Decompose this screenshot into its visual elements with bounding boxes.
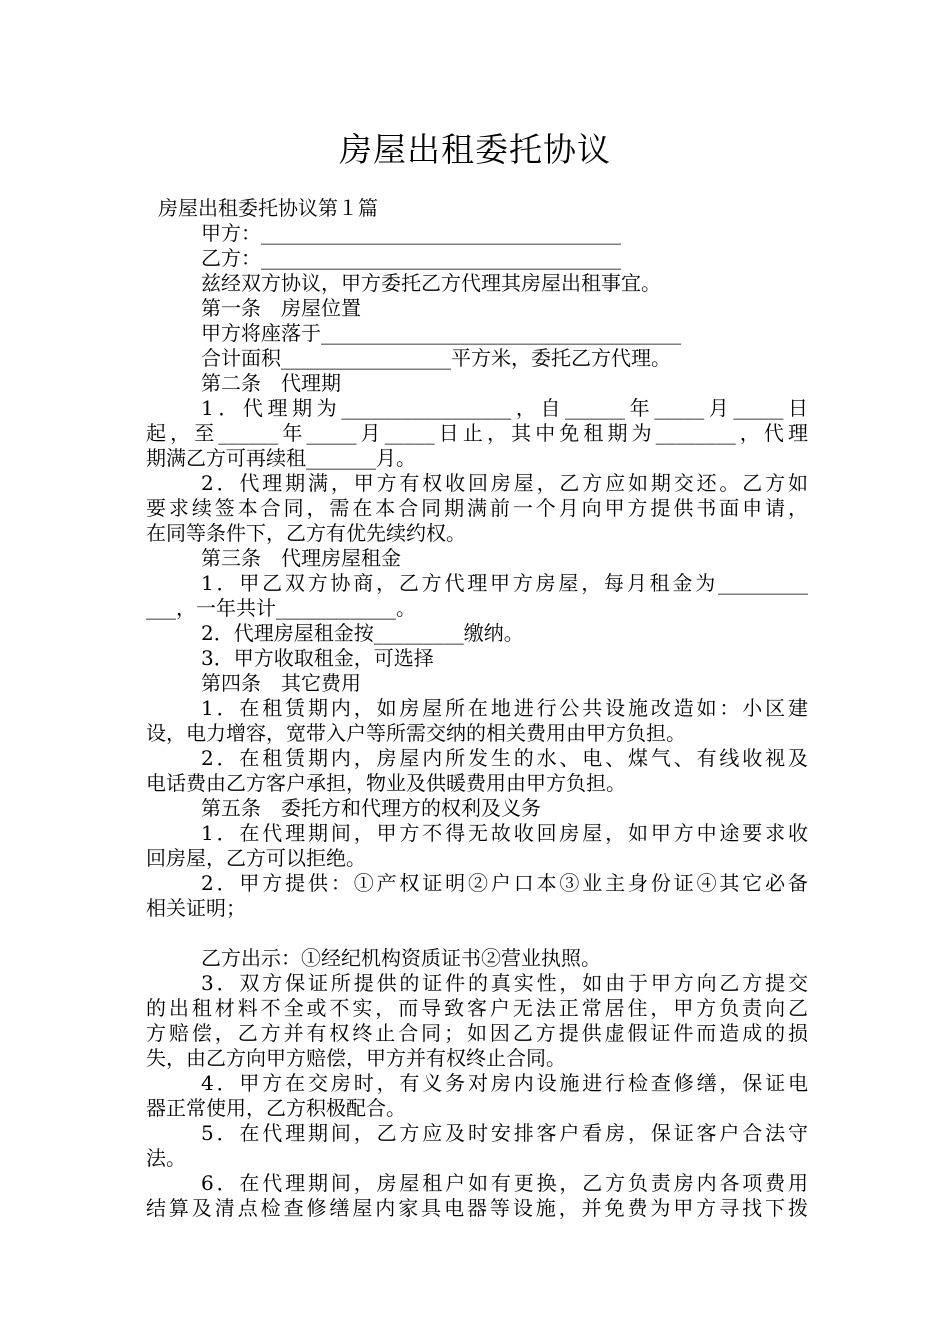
text-line: 第一条 房屋位置 xyxy=(201,296,361,320)
text-line: 甲方：____________________________________ xyxy=(201,221,621,245)
blank-line xyxy=(146,921,808,946)
text-line: 5．在代理期间，乙方应及时安排客户看房，保证客户合法守 xyxy=(201,1121,808,1145)
text-line: 第五条 委托方和代理方的权利及义务 xyxy=(201,796,541,820)
text-line: 起，至______年_____月_____日止，其中免租期为________，代理 xyxy=(146,421,808,445)
text-line: 器正常使用，乙方积极配合。 xyxy=(146,1096,406,1120)
text-line: 1．在代理期间，甲方不得无故收回房屋，如甲方中途要求收 xyxy=(201,821,808,845)
text-line: 房屋出租委托协议第１篇 xyxy=(158,196,378,220)
text-line: 1．在租赁期内，如房屋所在地进行公共设施改造如：小区建 xyxy=(201,696,808,720)
text-line: 乙方：____________________________________ xyxy=(201,246,621,270)
text-line: 失，由乙方向甲方赔偿，甲方并有权终止合同。 xyxy=(146,1046,566,1070)
document-body xyxy=(146,196,808,1221)
text-line: 方赔偿，乙方并有权终止合同；如因乙方提供虚假证件而造成的损 xyxy=(146,1021,808,1045)
text-line: 2．在租赁期内，房屋内所发生的水、电、煤气、有线收视及 xyxy=(201,746,808,770)
text-line: 第三条 代理房屋租金 xyxy=(201,546,401,570)
text-line: 3．甲方收取租金，可选择 xyxy=(201,646,434,670)
document-title: 房屋出租委托协议 xyxy=(339,130,611,169)
text-line: 期满乙方可再续租_______月。 xyxy=(146,446,416,470)
text-line: 3．双方保证所提供的证件的真实性，如由于甲方向乙方提交 xyxy=(201,971,808,995)
text-line: 2．代理房屋租金按_________缴纳。 xyxy=(201,621,524,645)
text-line: 第四条 其它费用 xyxy=(201,671,361,695)
text-line: 合计面积_________________平方米，委托乙方代理。 xyxy=(201,346,671,370)
text-line: 在同等条件下，乙方有优先续约权。 xyxy=(146,521,466,545)
text-line: 1．甲乙双方协商，乙方代理甲方房屋，每月租金为_________ xyxy=(201,571,808,595)
text-line: 设，电力增容，宽带入户等所需交纳的相关费用由甲方负担。 xyxy=(146,721,686,745)
text-line: 2．甲方提供：①产权证明②户口本③业主身份证④其它必备 xyxy=(201,871,808,895)
text-line: 的出租材料不全或不实，而导致客户无法正常居住，甲方负责向乙 xyxy=(146,996,808,1020)
text-line: 相关证明； xyxy=(146,896,246,920)
text-line: 4．甲方在交房时，有义务对房内设施进行检查修缮，保证电 xyxy=(201,1071,808,1095)
text-line: 第二条 代理期 xyxy=(201,371,341,395)
text-line: 2．代理期满，甲方有权收回房屋，乙方应如期交还。乙方如 xyxy=(201,471,808,495)
text-line: 结算及清点检查修缮屋内家具电器等设施，并免费为甲方寻找下拨 xyxy=(146,1196,808,1220)
text-line: 要求续签本合同，需在本合同期满前一个月向甲方提供书面申请， xyxy=(146,496,808,520)
text-line: 乙方出示：①经纪机构资质证书②营业执照。 xyxy=(201,946,601,970)
text-line: ___，一年共计____________。 xyxy=(146,596,416,620)
text-line: 1．代理期为_________________，自______年_____月_____日 xyxy=(201,396,808,420)
text-line: 6．在代理期间，房屋租户如有更换，乙方负责房内各项费用 xyxy=(201,1171,808,1195)
text-line: 法。 xyxy=(146,1146,186,1170)
text-line: 甲方将座落于____________________________________ xyxy=(201,321,681,345)
text-line: 电话费由乙方客户承担，物业及供暖费用由甲方负担。 xyxy=(146,771,626,795)
text-line: 回房屋，乙方可以拒绝。 xyxy=(146,846,366,870)
text-line: 兹经双方协议，甲方委托乙方代理其房屋出租事宜。 xyxy=(201,271,661,295)
